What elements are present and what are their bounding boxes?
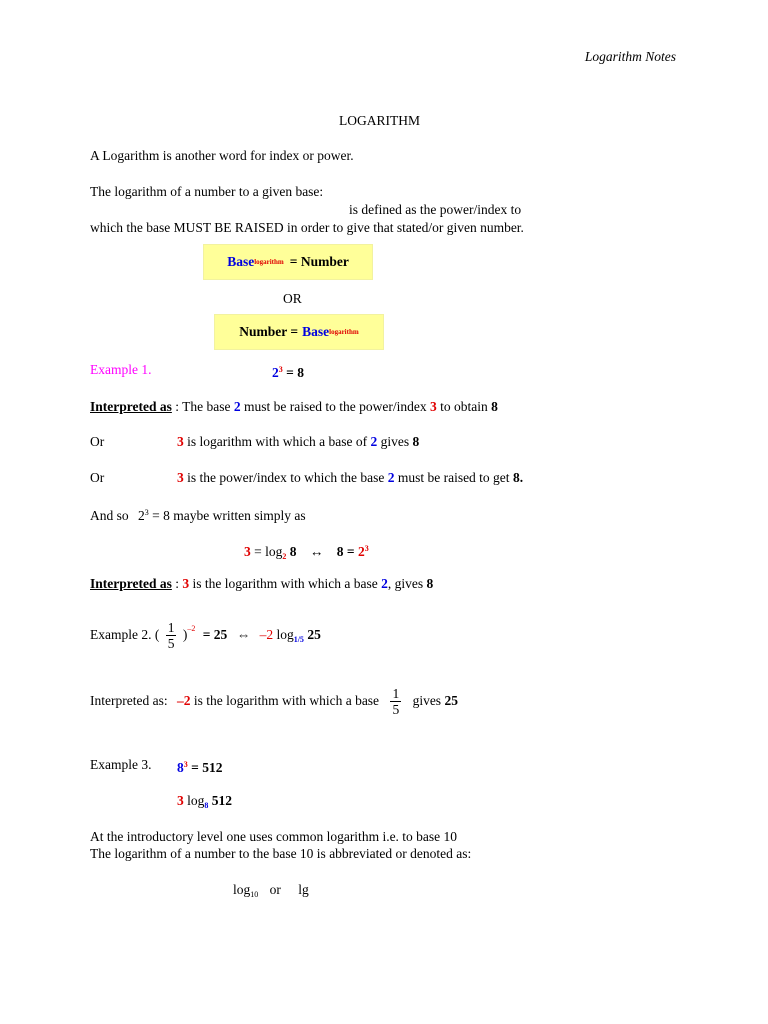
example2-frac-den: 5 — [167, 636, 175, 652]
or-line-2-label: Or — [90, 470, 105, 485]
example3-log — [177, 793, 232, 814]
interp-num-3: 8 — [491, 399, 498, 414]
common-line-1: At the introductory level one uses common logarithm i.e. to base 10 — [90, 829, 458, 844]
or2-text-1: is the power/index to which the base — [187, 470, 385, 485]
formula-sub: 2 — [282, 552, 287, 561]
andso-text-2: = 8 maybe written simply as — [152, 508, 306, 523]
interp-text-1: : The base — [175, 399, 231, 414]
interp2-num-3: 8 — [426, 576, 434, 591]
interp-text-3: to obtain — [440, 399, 488, 414]
example2-line — [90, 612, 321, 657]
example1-base: 2 — [272, 365, 279, 380]
common-notation — [233, 882, 309, 903]
interp2-text-2: is the logarithm with which a base — [192, 576, 378, 591]
example2-label: Example 2. ( — [90, 627, 160, 642]
ex2-interp-text-2: is the logarithm with which a base — [193, 693, 380, 708]
example3-equation — [177, 757, 222, 776]
common-log: log — [233, 882, 251, 897]
or-label: OR — [283, 291, 302, 306]
example2-val: 25 — [307, 627, 321, 642]
example1-equation — [272, 362, 304, 381]
interp2-text-3: , gives — [387, 576, 424, 591]
example3-rest: = 512 — [191, 760, 223, 775]
interp-num-2: 3 — [429, 399, 437, 414]
ex2-interp-frac-num: 1 — [392, 686, 400, 702]
interpreted-label: Interpreted as — [90, 399, 172, 414]
andso-text-1: And so — [90, 508, 129, 523]
common-lg: lg — [298, 882, 309, 897]
box1-sup: logarithm — [254, 258, 284, 266]
ex2-interp-text-1: Interpreted as: — [90, 693, 168, 708]
example2-frac-num: 1 — [167, 620, 175, 636]
or-line-2 — [177, 470, 523, 486]
or1-text-2: gives — [380, 434, 410, 449]
example3-base: 8 — [177, 760, 184, 775]
common-sub: 10 — [250, 890, 259, 899]
example2-fraction — [166, 620, 177, 651]
example3-exp: 3 — [183, 760, 188, 769]
interp-text-2: must be raised to the power/index — [243, 399, 427, 414]
interpreted-line-1 — [90, 399, 498, 415]
example2-sub: 1/5 — [293, 635, 304, 644]
interp-num-1: 2 — [233, 399, 241, 414]
interpreted-line-2 — [90, 576, 433, 592]
common-line-2: The logarithm of a number to the base 10 is abbreviated or denoted as: — [90, 846, 472, 861]
example3-val: 512 — [211, 793, 233, 808]
number-base-box — [214, 314, 384, 350]
interp2-num-1: 3 — [182, 576, 190, 591]
or1-text-1: is logarithm with which a base of — [187, 434, 368, 449]
interp2-text-1: : — [175, 576, 180, 591]
and-so-line — [90, 505, 306, 524]
ex2-interp-text-3: gives — [412, 693, 442, 708]
example2-eq: = 25 — [202, 627, 228, 642]
box1-rest: = Number — [289, 254, 349, 269]
formula-num-1: 3 — [244, 544, 251, 559]
common-or: or — [269, 882, 281, 897]
bidirectional-arrow-icon: ↔ — [309, 544, 324, 559]
formula-base: 2 — [357, 544, 365, 559]
or2-num-1: 3 — [177, 470, 184, 485]
example3-num: 3 — [177, 793, 184, 808]
header-title: Logarithm Notes — [584, 49, 676, 64]
example2-exp: –2 — [187, 624, 196, 633]
formula-log: = log — [254, 544, 283, 559]
example2-log: log — [276, 627, 294, 642]
or1-num-2: 2 — [370, 434, 378, 449]
box2-base: Base — [302, 324, 330, 339]
interp2-num-2: 2 — [381, 576, 388, 591]
or2-num-2: 2 — [387, 470, 395, 485]
log-formula — [244, 541, 369, 565]
example2-close: ) — [182, 627, 188, 642]
base-power-box — [203, 244, 373, 280]
interpreted2-label: Interpreted as — [90, 576, 172, 591]
andso-exp: 3 — [144, 508, 149, 517]
example3-sub: 8 — [204, 801, 209, 810]
intro-text: A Logarithm is another word for index or power. — [90, 148, 354, 163]
definition-line-1: The logarithm of a number to a given base: — [90, 184, 324, 199]
box2-sup: logarithm — [329, 328, 359, 336]
formula-num-3: 8 = — [336, 544, 355, 559]
andso-base: 2 — [138, 508, 145, 523]
example1-label: Example 1. — [90, 362, 152, 377]
box1-base: Base — [227, 254, 255, 269]
page-heading: LOGARITHM — [339, 113, 420, 128]
example2-interpreted — [90, 684, 458, 718]
or1-num-3: 8 — [412, 434, 420, 449]
example3-label: Example 3. — [90, 757, 152, 772]
ex2-interp-fraction — [390, 686, 401, 717]
or-line-1 — [177, 434, 419, 450]
example1-exp: 3 — [278, 365, 283, 374]
or1-num-1: 3 — [177, 434, 184, 449]
ex2-interp-neg: –2 — [176, 693, 191, 708]
formula-num-2: 8 — [289, 544, 297, 559]
double-arrow-icon: ⇔ — [236, 627, 251, 642]
example2-neg: –2 — [259, 627, 274, 642]
example1-rest: = 8 — [286, 365, 304, 380]
definition-line-3: which the base MUST BE RAISED in order to give that stated/or given number. — [90, 220, 524, 235]
or2-text-2: must be raised to get — [397, 470, 510, 485]
formula-exp: 3 — [364, 544, 369, 553]
or2-num-3: 8. — [512, 470, 524, 485]
box2-number: Number = — [239, 324, 299, 339]
or-line-1-label: Or — [90, 434, 105, 449]
example3-log-word: log — [187, 793, 205, 808]
definition-line-2: is defined as the power/index to — [349, 202, 522, 217]
ex2-interp-frac-den: 5 — [392, 702, 400, 718]
ex2-interp-val: 25 — [444, 693, 458, 708]
